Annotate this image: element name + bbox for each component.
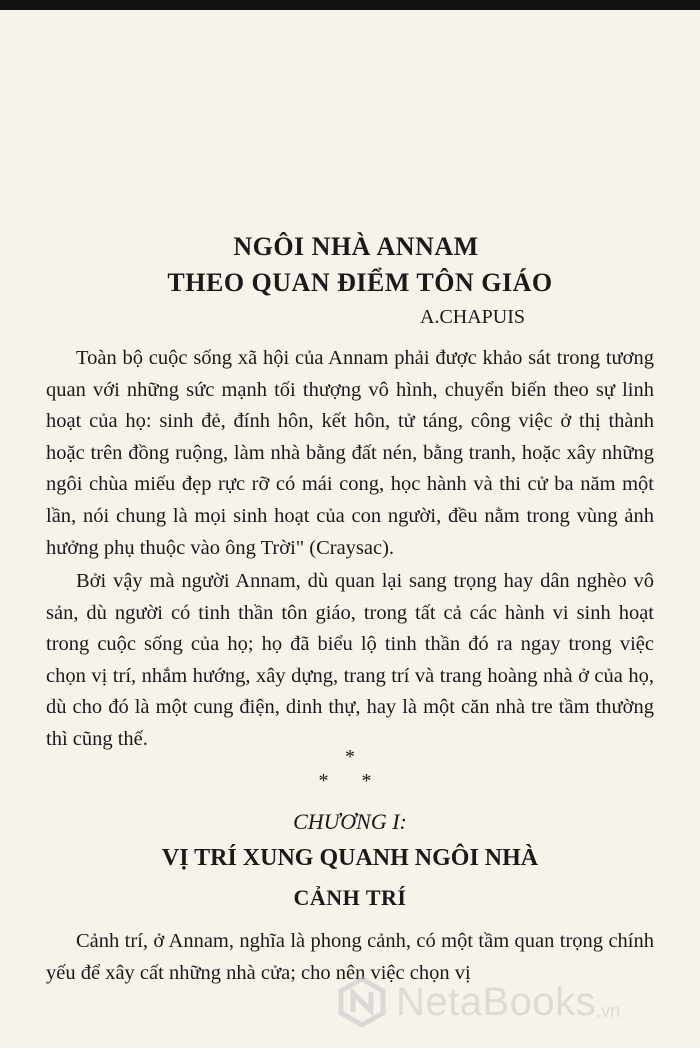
watermark <box>336 970 686 1034</box>
watermark-suffix: .vn <box>596 1001 621 1021</box>
author: A.CHAPUIS <box>420 306 526 328</box>
title-line-2: THEO QUAN ĐIỂM TÔN GIÁO <box>167 268 553 297</box>
paragraph-3: Cảnh trí, ở Annam, nghĩa là phong cảnh, có một tầm quan trọng chính yếu để xây cất những nhà cửa; cho nên việc chọn vị <box>46 930 654 984</box>
separator-star-bottom: * * <box>318 770 386 792</box>
chapter-label: CHƯƠNG I: <box>293 809 407 834</box>
paragraph-2: Bởi vậy mà người Annam, dù quan lại sang trọng hay dân nghèo vô sản, dù người có tinh thần tôn giáo, trong tất cả các hành vi sinh hoạt trong cuộc sống của họ; họ đã biểu lộ tinh thần đó ra ngay trong việc chọn vị trí, nhắm hướng, xây dựng, trang trí và trang hoàng nhà ở của họ, dù cho đó là một cung điện, dinh thự, hay là một căn nhà tre tầm thường thì cũng thế. <box>46 570 654 750</box>
subheading: CẢNH TRÍ <box>293 885 407 910</box>
watermark-text: NetaBooks <box>396 979 597 1024</box>
separator-star-top: * <box>345 746 355 768</box>
netabooks-logo-icon <box>336 976 388 1028</box>
title-line-1: NGÔI NHÀ ANNAM <box>233 232 479 261</box>
chapter-title: VỊ TRÍ XUNG QUANH NGÔI NHÀ <box>161 845 539 871</box>
paragraph-1: Toàn bộ cuộc sống xã hội của Annam phải được khảo sát trong tương quan với những sức mạnh tối thượng vô hình, chuyển biến theo sự linh hoạt của họ: sinh đẻ, đính hôn, kết hôn, tử táng, công việc ở thị thành hoặc trên đồng ruộng, làm nhà bằng đất nén, bằng tranh, hoặc xây những ngôi chùa miếu đẹp rực rỡ có mái cong, học hành và thi cử ba năm một lần, nói chung là mọi sinh hoạt của con người, đều nằm trong vùng ảnh hưởng phụ thuộc vào ông Trời" (Craysac). <box>46 347 654 559</box>
